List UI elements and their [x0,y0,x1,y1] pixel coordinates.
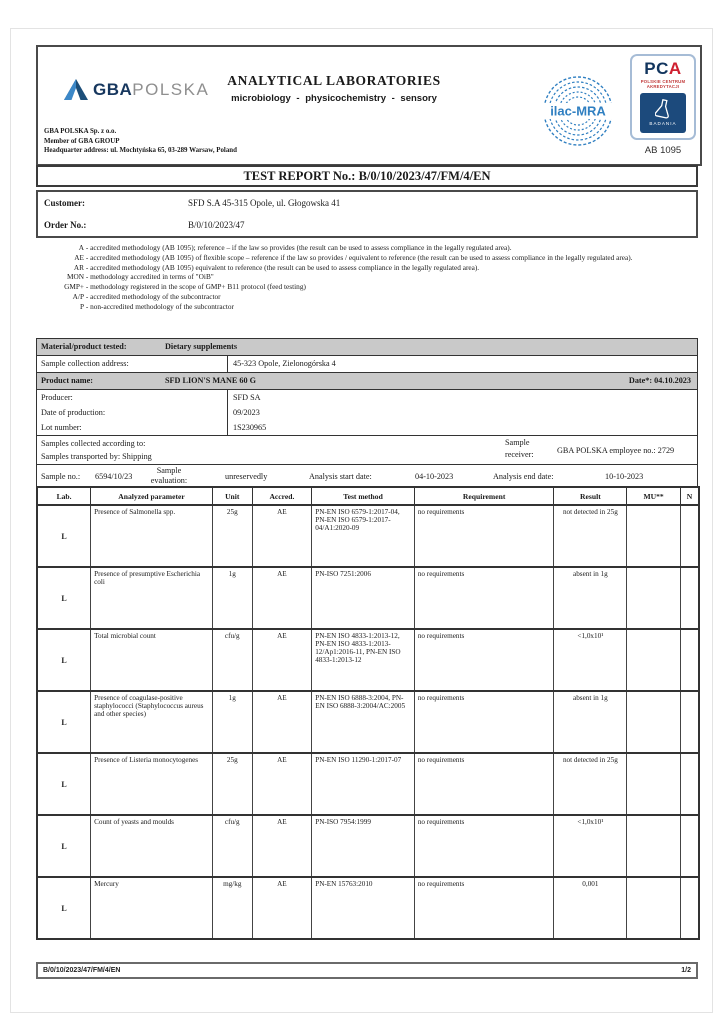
producer-label: Producer: [41,393,73,402]
collection-transport-labels [41,437,152,463]
method-cell: PN-EN ISO 4833-1:2013-12, PN-EN ISO 4833-1:2013-12/Ap1:2016-11, PN-EN ISO 4833-1:2013-12 [312,629,415,691]
producer-rows [37,390,697,436]
legend-item: AE - accredited methodology (AB 1095) of flexible scope – reference if the law so provides / equivalent to reference (the result can be used to assess compliance in the legally regulated area). [74,252,633,262]
svg-text:ilac-MRA: ilac-MRA [550,103,606,119]
sample-no-label: Sample no.: [41,471,81,481]
producer-value: SFD SA [233,393,261,402]
sample-no-value: 6594/10/23 [95,471,133,481]
gba-wordmark: GBA [93,79,133,99]
col-mu: MU** [627,487,681,505]
accreditation-legend [38,243,692,311]
requirement-cell: no requirements [414,753,554,815]
parameter-cell: Count of yeasts and moulds [91,815,213,877]
legend-item: AR - accredited methodology (AB 1095) equivalent to reference (the result can be used to assess compliance in the legally regulated area). [73,262,480,272]
divider [227,356,228,372]
gba-logo [64,79,209,100]
method-cell: PN-EN ISO 6888-3:2004, PN-EN ISO 6888-3:2004/AC:2005 [312,691,415,753]
product-label: Product name: [41,376,93,385]
collected-label: Samples collected according to: [41,439,146,448]
requirement-cell: no requirements [414,815,554,877]
production-date-label: Date of production: [41,408,106,417]
table-row: L Presence of coagulase-positive staphylococci (Staphylococcus aureus and other species) 1g AE PN-EN ISO 6888-3:2004, PN-EN ISO 6888-3:2004/AC:2005 no requirements absent in 1g [37,691,699,753]
pca-accreditation-mark [630,54,696,156]
company-line-2: Member of GBA GROUP [44,137,120,145]
customer-row [38,192,696,214]
accreditation-number: AB 1095 [644,144,682,156]
collection-value: 45-323 Opole, Zielonogórska 4 [233,359,336,368]
legend-item: P - non-accredited methodology of the subcontractor [79,301,234,311]
legend-item: A/P - accredited methodology of the subcontractor [72,291,221,301]
result-cell: absent in 1g [554,567,627,629]
parameter-cell: Presence of Salmonella spp. [91,505,213,567]
parameter-cell: Presence of presumptive Escherichia coli [91,567,213,629]
col-lab: Lab. [37,487,91,505]
parameter-cell: Total microbial count [91,629,213,691]
col-n: N [680,487,699,505]
lab-subtitle: microbiology - physicochemistry - sensory [231,93,437,104]
method-cell: PN-EN 15763:2010 [312,877,415,939]
transported-label: Samples transported by: Shipping [41,452,152,461]
product-value: SFD LION'S MANE 60 G [165,376,256,385]
pca-acronym: PCA [644,59,682,78]
results-table [36,486,700,940]
customer-order-section [36,190,698,238]
analysis-start-label: Analysis start date: [309,471,372,481]
result-cell: <1,0x10¹ [554,629,627,691]
flask-icon [655,99,671,119]
requirement-cell: no requirements [414,567,554,629]
company-line-3: Headquarter address: ul. Mochtyńska 65, 03-289 Warsaw, Poland [44,147,237,155]
lot-number-label: Lot number: [41,423,82,432]
customer-value: SFD S.A 45-315 Opole, ul. Głogowska 41 [188,198,341,208]
result-cell: 0,001 [554,877,627,939]
lab-title-block [196,73,472,104]
method-cell: PN-EN ISO 6579-1:2017-04, PN-EN ISO 6579-1:2017-04/A1:2020-09 [312,505,415,567]
requirement-cell: no requirements [414,505,554,567]
requirement-cell: no requirements [414,691,554,753]
pca-name: POLSKIE CENTRUM AKREDYTACJI [640,79,686,90]
table-row: L Mercury mg/kg AE PN-EN 15763:2010 no requirements 0,001 [37,877,699,939]
company-address [44,127,237,156]
parameter-cell: Mercury [91,877,213,939]
legend-item: MON - methodology accredited in terms of "OiB" [66,272,214,282]
analysis-start-value: 04-10-2023 [415,471,454,481]
footer-report-number: B/0/10/2023/47/FM/4/EN [43,967,121,974]
collection-address-row [37,356,697,373]
pca-box [630,54,696,140]
company-line-1: GBA POLSKA Sp. z o.o. [44,128,117,135]
method-cell: PN-ISO 7251:2006 [312,567,415,629]
parameter-cell: Presence of coagulase-positive staphylococci (Staphylococcus aureus and other species) [91,691,213,753]
table-row: L Presence of Salmonella spp. 25g AE PN-EN ISO 6579-1:2017-04, PN-EN ISO 6579-1:2017-04/A1:2020-09 no requirements not detected in 25g [37,505,699,567]
parameter-cell: Presence of Listeria monocytogenes [91,753,213,815]
material-row [37,339,697,356]
report-date: Date*: 04.10.2023 [628,376,691,385]
sample-evaluation-label: Sample evaluation: [150,466,188,485]
order-value: B/0/10/2023/47 [188,220,245,230]
analysis-end-label: Analysis end date: [493,471,554,481]
legend-item: GMP+ - methodology registered in the scope of GMP+ B11 protocol (feed testing) [64,282,306,292]
col-method: Test method [312,487,415,505]
material-value: Dietary supplements [165,342,238,351]
col-unit: Unit [212,487,252,505]
sample-receiver-label: Sample receiver: [505,438,534,459]
pca-badge [640,93,686,133]
col-requirement: Requirement [414,487,554,505]
lab-title: ANALYTICAL LABORATORIES [227,73,441,88]
header-section [36,45,702,166]
sample-number-row [37,465,697,487]
ilac-mra-seal [541,74,615,153]
col-result: Result [554,487,627,505]
table-row: L Presence of Listeria monocytogenes 25g AE PN-EN ISO 11290-1:2017-07 no requirements not detected in 25g [37,753,699,815]
sample-receiver-value: GBA POLSKA employee no.: 2729 [557,445,675,455]
method-cell: PN-EN ISO 11290-1:2017-07 [312,753,415,815]
result-cell: not detected in 25g [554,505,627,567]
page-footer [36,962,698,979]
ilac-mra-seal-icon [541,74,615,148]
collection-label: Sample collection address: [41,359,129,368]
result-cell: <1,0x10¹ [554,815,627,877]
analysis-end-value: 10-10-2023 [605,471,644,481]
table-row: L Total microbial count cfu/g AE PN-EN ISO 4833-1:2013-12, PN-EN ISO 4833-1:2013-12/Ap1:2016-11, PN-EN ISO 4833-1:2013-12 no requirements <1,0x10¹ [37,629,699,691]
table-row: L Count of yeasts and moulds cfu/g AE PN-ISO 7954:1999 no requirements <1,0x10¹ [37,815,699,877]
col-parameter: Analyzed parameter [91,487,213,505]
method-cell: PN-ISO 7954:1999 [312,815,415,877]
lot-number-value: 1S230965 [233,423,267,432]
results-header-row [37,487,699,505]
sample-collection-row [37,436,697,465]
col-accred: Accred. [252,487,312,505]
requirement-cell: no requirements [414,877,554,939]
footer-page-number: 1/2 [681,967,691,974]
table-row: L Presence of presumptive Escherichia coli 1g AE PN-ISO 7251:2006 no requirements absent in 1g [37,567,699,629]
report-title: TEST REPORT No.: B/0/10/2023/47/FM/4/EN [36,165,698,187]
production-date-value: 09/2023 [233,408,260,417]
sample-info-table [36,338,698,488]
legend-item: A - accredited methodology (AB 1095); reference – if the law so provides (the result can be used to assess compliance in the legally regulated area). [78,243,512,252]
order-row [38,214,696,236]
polska-wordmark: POLSKA [132,79,210,99]
result-cell: not detected in 25g [554,753,627,815]
gba-triangle-icon [64,79,88,100]
material-label: Material/product tested: [41,342,127,351]
product-name-row [37,373,697,390]
requirement-cell: no requirements [414,629,554,691]
result-cell: absent in 1g [554,691,627,753]
sample-evaluation-value: unreservedly [225,471,268,481]
pca-badge-label: BADANIA [649,121,677,127]
order-label: Order No.: [44,220,87,230]
customer-label: Customer: [44,198,85,208]
